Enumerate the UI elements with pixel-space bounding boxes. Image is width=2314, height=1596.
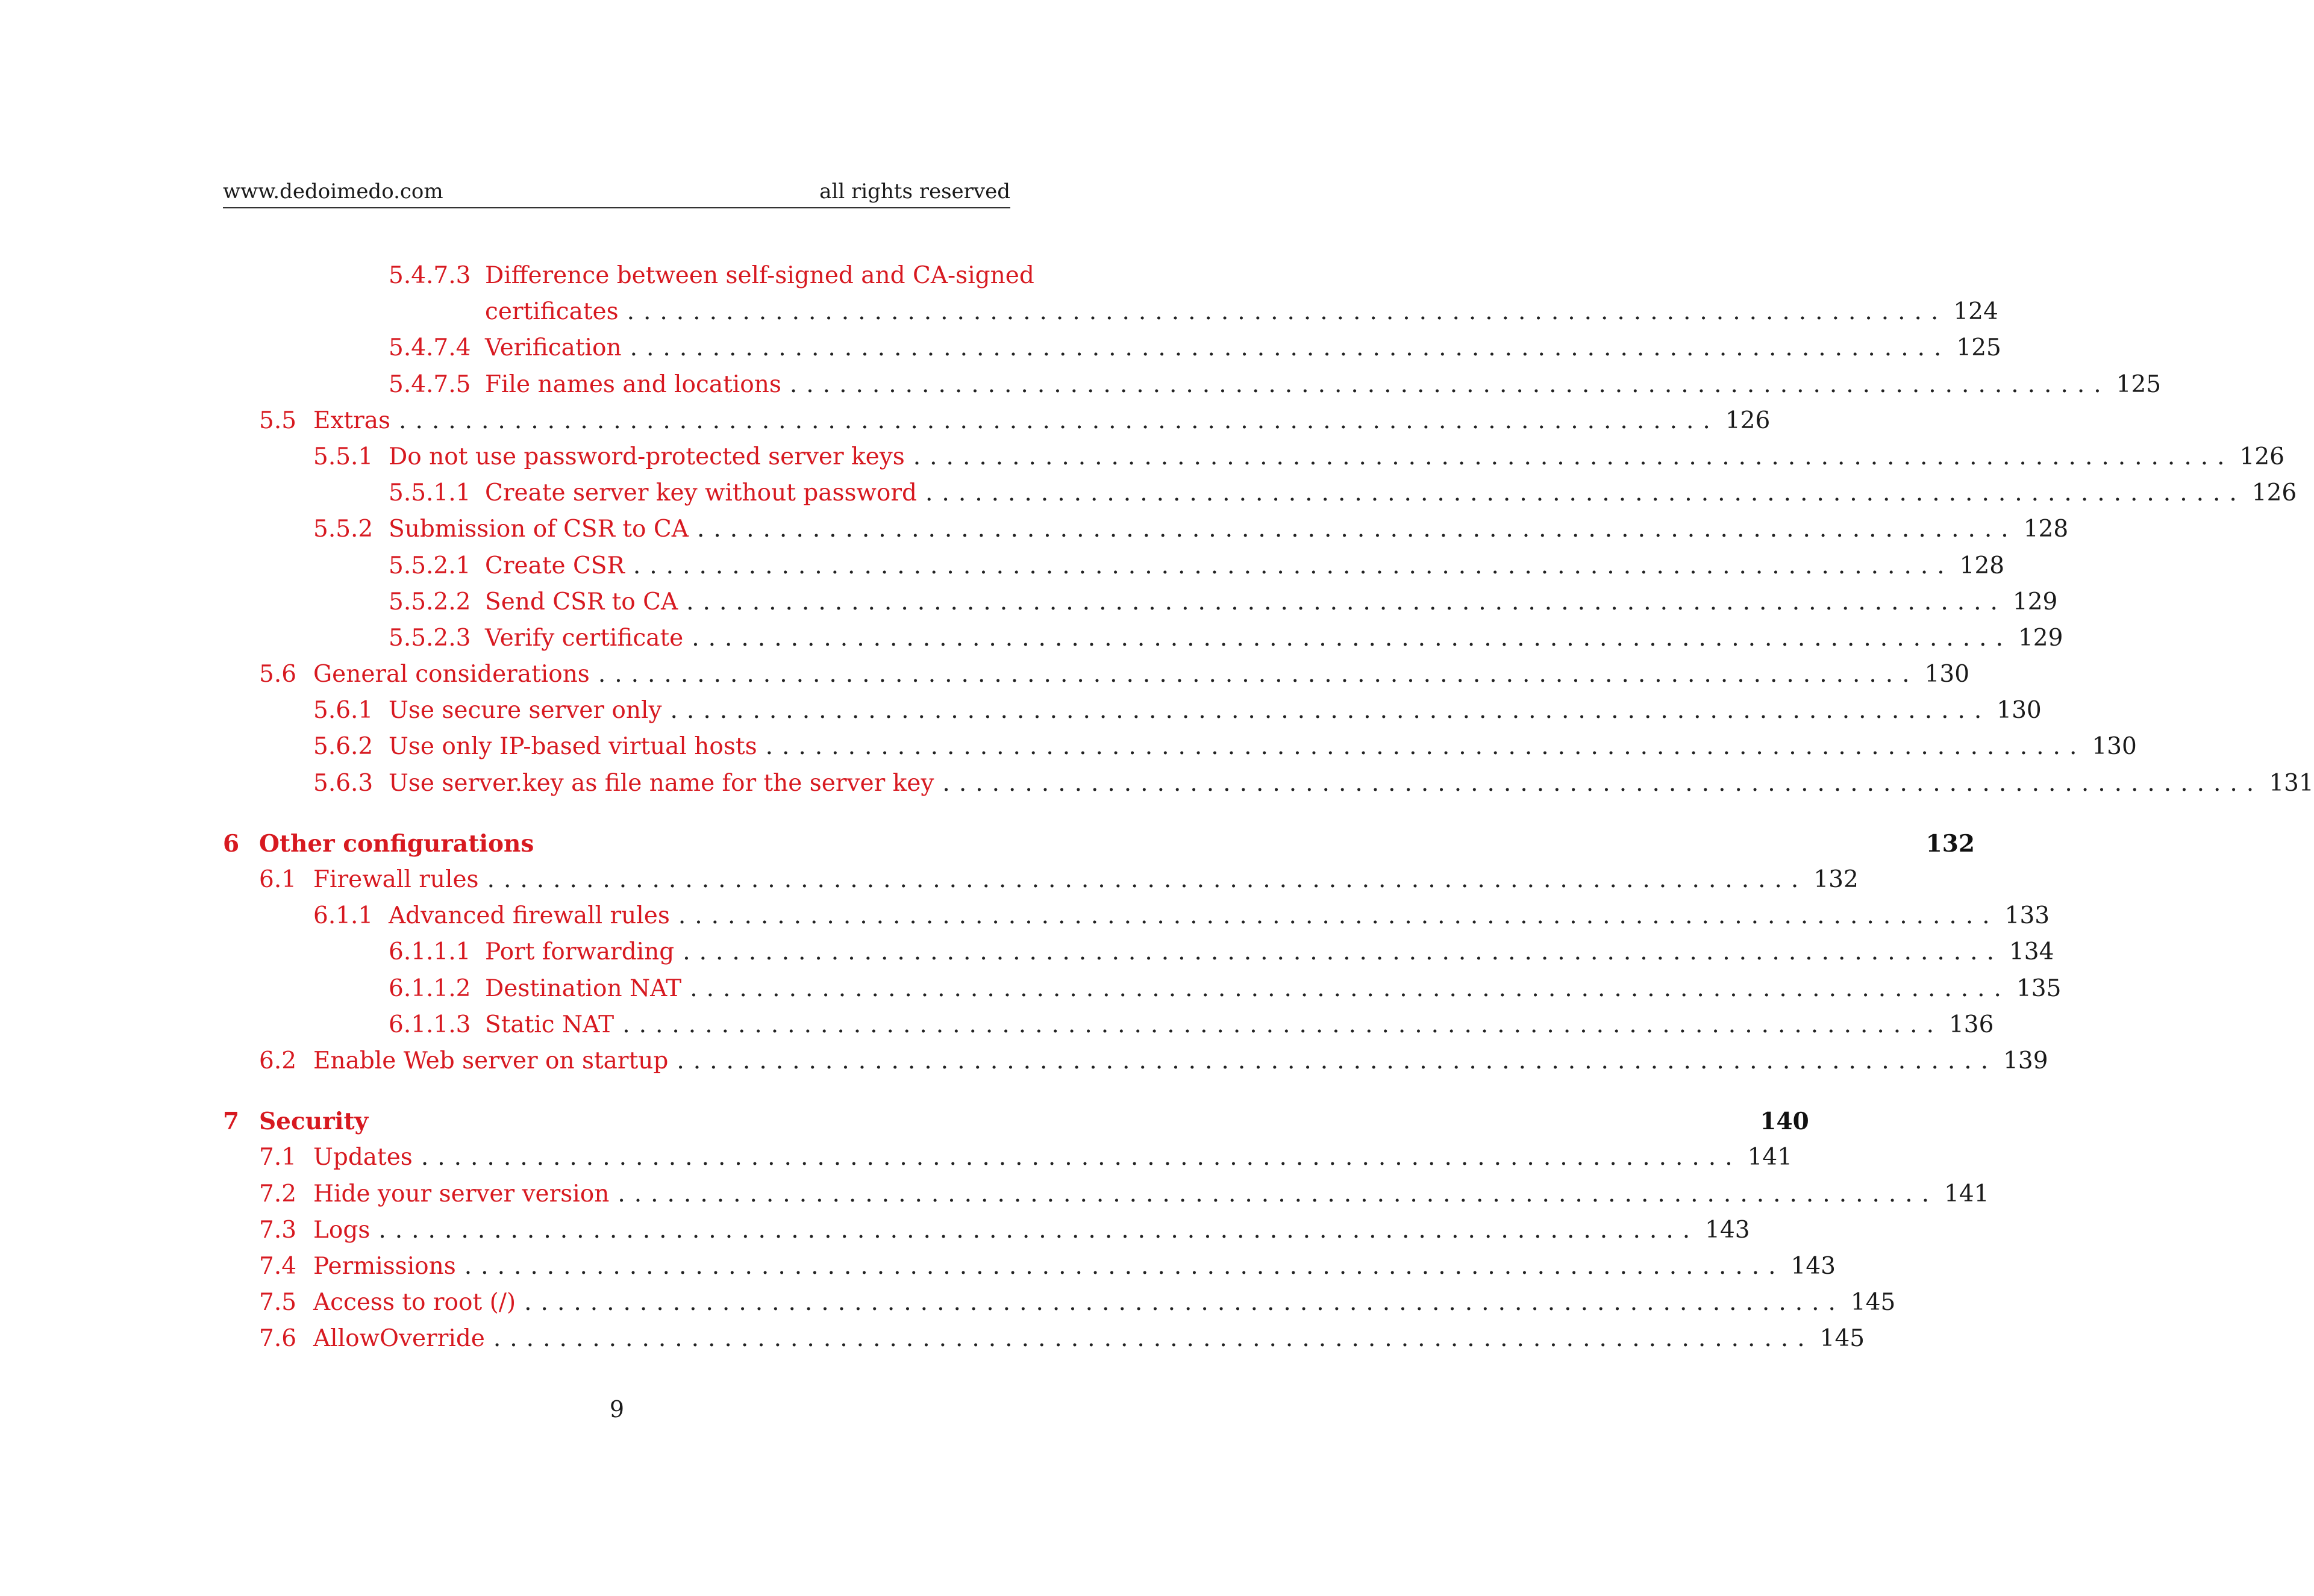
toc-entry-page: 124 — [1953, 298, 1998, 326]
toc-entry[interactable] — [223, 1176, 1989, 1212]
toc-entry-number: 5.6.3 — [313, 769, 374, 797]
toc-entry-page: 140 — [1760, 1108, 1809, 1136]
toc-entry-line — [313, 1212, 1750, 1248]
toc-entry-line — [313, 1139, 1793, 1176]
toc-entry-page: 130 — [1997, 697, 2042, 725]
toc-entry[interactable] — [223, 258, 1034, 294]
dot-leader: ................................................................................ — [399, 407, 1719, 434]
toc-entry-title[interactable]: Firewall rules — [313, 866, 479, 893]
toc-entry-page: 141 — [1747, 1144, 1793, 1171]
toc-entry-line — [389, 511, 2069, 547]
toc-entry-page: 128 — [2023, 516, 2069, 543]
toc-entry[interactable] — [223, 1007, 1994, 1043]
dot-leader: ................................................................................ — [913, 443, 2234, 470]
toc-entry-page: 143 — [1790, 1252, 1836, 1280]
dot-leader: ................................................................................ — [464, 1252, 1785, 1280]
toc-entry-line — [313, 656, 1970, 693]
toc-entry-line — [485, 294, 1998, 330]
toc-entry[interactable] — [223, 294, 1998, 330]
toc-entry-page: 145 — [1819, 1325, 1865, 1353]
header-rights: all rights reserved — [819, 179, 1010, 204]
toc-entry-title[interactable]: Other configurations — [259, 829, 534, 858]
toc-entry-number: 5.6.1 — [313, 697, 374, 725]
toc-entry-number: 5.4.7.3 — [389, 262, 471, 289]
toc-entry-number: 6 — [223, 829, 240, 858]
toc-chapter-entry[interactable] — [223, 826, 1975, 862]
dot-leader: ................................................................................ — [524, 1289, 1845, 1317]
toc-entry-page: 126 — [2251, 479, 2297, 507]
toc-entry-line — [485, 548, 2005, 584]
toc-entry-title[interactable]: Permissions — [313, 1252, 456, 1280]
toc-entry-page: 129 — [2018, 624, 2063, 652]
toc-entry[interactable] — [223, 1285, 1896, 1321]
dot-leader: ................................................................................ — [765, 733, 2086, 761]
table-of-contents — [223, 258, 2314, 1357]
toc-entry-number: 5.4.7.5 — [389, 370, 471, 398]
toc-entry-page: 130 — [2092, 733, 2137, 761]
toc-entry[interactable] — [223, 584, 2058, 620]
running-header — [223, 176, 1010, 208]
dot-leader: ................................................................................ — [683, 938, 2003, 966]
toc-entry-number: 5.5.2.3 — [389, 624, 471, 652]
toc-entry-line — [259, 1103, 1809, 1139]
toc-entry-line — [389, 439, 2284, 475]
toc-entry[interactable] — [223, 1248, 1836, 1285]
toc-entry-title[interactable]: Do not use password-protected server keys — [389, 443, 905, 470]
toc-entry-title[interactable]: Create server key without password — [485, 479, 918, 507]
toc-entry-page: 126 — [2239, 443, 2284, 470]
toc-entry[interactable] — [223, 548, 2005, 584]
toc-entry[interactable] — [223, 934, 2054, 970]
toc-entry-title[interactable]: Verification — [485, 334, 622, 362]
toc-entry-number: 5.5.2 — [313, 516, 374, 543]
toc-entry-page: 134 — [2009, 938, 2054, 966]
toc-entry[interactable] — [223, 765, 2314, 802]
toc-entry[interactable] — [223, 693, 2042, 729]
toc-entry-title[interactable]: General considerations — [313, 661, 590, 688]
toc-entry-page: 136 — [1948, 1011, 1994, 1038]
toc-entry-number: 7.6 — [259, 1325, 297, 1353]
toc-entry-line — [313, 862, 1859, 898]
toc-entry-line — [485, 971, 2062, 1007]
toc-entry-page: 129 — [2012, 588, 2058, 616]
toc-entry[interactable] — [223, 1139, 1793, 1176]
toc-entry-page: 130 — [1924, 661, 1970, 688]
toc-entry-number: 7.4 — [259, 1252, 297, 1280]
toc-entry-number: 7.3 — [259, 1216, 297, 1244]
toc-entry-page: 132 — [1813, 866, 1859, 893]
toc-entry-line — [313, 1321, 1865, 1357]
toc-entry-page: 139 — [2003, 1047, 2048, 1074]
dot-leader: ................................................................................ — [618, 1180, 1939, 1208]
toc-entry-line — [485, 934, 2054, 970]
toc-entry[interactable] — [223, 330, 2001, 366]
toc-entry[interactable] — [223, 656, 1970, 693]
toc-entry-page: 126 — [1725, 407, 1771, 434]
toc-entry[interactable] — [223, 971, 2062, 1007]
dot-leader: ................................................................................ — [633, 552, 1954, 579]
toc-entry-number: 6.1.1 — [313, 902, 374, 930]
dot-leader: ................................................................................ — [677, 1047, 1998, 1074]
toc-entry-title[interactable]: Port forwarding — [485, 938, 675, 966]
toc-entry-number: 5.5.1.1 — [389, 479, 471, 507]
dot-leader: ................................................................................ — [670, 697, 1991, 725]
toc-entry-line — [485, 330, 2001, 366]
toc-entry-page: 135 — [2016, 974, 2062, 1002]
toc-entry-line — [313, 1285, 1896, 1321]
toc-entry-line — [313, 1248, 1836, 1285]
toc-entry[interactable] — [223, 1212, 1750, 1248]
toc-entry-page: 133 — [2004, 902, 2050, 930]
toc-entry-number: 5.6 — [259, 661, 297, 688]
toc-entry-line — [389, 693, 2042, 729]
dot-leader: ................................................................................ — [692, 624, 2012, 652]
toc-entry-page: 132 — [1925, 829, 1975, 858]
toc-entry-page: 131 — [2269, 769, 2314, 797]
toc-entry[interactable] — [223, 620, 2063, 656]
toc-entry-title[interactable]: Send CSR to CA — [485, 588, 678, 616]
dot-leader: ................................................................................ — [690, 974, 2010, 1002]
toc-entry-title[interactable]: Difference between self-signed and CA-signed — [485, 262, 1034, 289]
toc-entry-title[interactable]: File names and locations — [485, 370, 781, 398]
dot-leader: ................................................................................ — [627, 298, 1948, 326]
toc-entry[interactable] — [223, 439, 2284, 475]
toc-entry-line — [389, 729, 2137, 765]
toc-entry[interactable] — [223, 403, 1771, 439]
toc-entry-title[interactable]: Hide your server version — [313, 1180, 610, 1208]
page-number: 9 — [609, 1396, 625, 1423]
toc-entry-line — [313, 1043, 2048, 1079]
toc-entry-title[interactable]: Logs — [313, 1216, 371, 1244]
toc-entry-title[interactable]: Submission of CSR to CA — [389, 516, 689, 543]
dot-leader: ................................................................................ — [678, 902, 1999, 930]
header-website: www.dedoimedo.com — [223, 179, 443, 204]
toc-entry[interactable] — [223, 862, 1859, 898]
toc-entry[interactable] — [223, 729, 2137, 765]
toc-entry-line — [485, 475, 2297, 511]
dot-leader: ................................................................................ — [493, 1325, 1814, 1353]
dot-leader: ................................................................................ — [686, 588, 2007, 616]
toc-entry[interactable] — [223, 475, 2297, 511]
toc-entry-title[interactable]: Updates — [313, 1144, 413, 1171]
dot-leader: ................................................................................ — [789, 370, 2110, 398]
toc-entry-number: 5.6.2 — [313, 733, 374, 761]
toc-entry-page: 125 — [2116, 370, 2162, 398]
toc-entry-line — [389, 898, 2050, 934]
toc-entry-line — [485, 367, 2162, 403]
dot-leader: ................................................................................ — [487, 866, 1808, 893]
toc-entry-number: 5.5.1 — [313, 443, 374, 470]
toc-entry-page: 141 — [1944, 1180, 1989, 1208]
toc-entry-title[interactable]: Static NAT — [485, 1011, 614, 1038]
toc-entry-number: 5.4.7.4 — [389, 334, 471, 362]
toc-entry-number: 5.5.2.1 — [389, 552, 471, 579]
toc-entry-page: 145 — [1850, 1289, 1896, 1317]
toc-entry-title[interactable]: Extras — [313, 407, 391, 434]
toc-entry-line — [389, 765, 2314, 802]
toc-entry-page: 143 — [1705, 1216, 1750, 1244]
toc-entry-title[interactable]: Access to root (/) — [313, 1289, 516, 1317]
toc-entry-title[interactable]: Use only IP-based virtual hosts — [389, 733, 757, 761]
toc-entry-number: 7.5 — [259, 1289, 297, 1317]
toc-entry-number: 7.2 — [259, 1180, 297, 1208]
toc-entry-line — [313, 1176, 1989, 1212]
dot-leader: ................................................................................ — [942, 769, 2263, 797]
toc-entry-number: 5.5.2.2 — [389, 588, 471, 616]
dot-leader: ................................................................................ — [598, 661, 1919, 688]
toc-entry-number: 6.1 — [259, 866, 297, 893]
toc-entry-page: 125 — [1956, 334, 2001, 362]
toc-entry-line — [485, 620, 2063, 656]
toc-entry[interactable] — [223, 898, 2050, 934]
dot-leader: ................................................................................ — [925, 479, 2246, 507]
toc-entry[interactable] — [223, 1043, 2048, 1079]
toc-entry-page: 128 — [1959, 552, 2005, 579]
toc-entry-line — [259, 826, 1975, 862]
toc-entry-title[interactable]: Use server.key as file name for the server key — [389, 769, 934, 797]
toc-entry-line — [485, 1007, 1994, 1043]
toc-chapter-entry[interactable] — [223, 1103, 1809, 1139]
toc-entry-title[interactable]: certificates — [485, 298, 619, 326]
toc-entry-number: 7 — [223, 1108, 240, 1136]
dot-leader: ................................................................................ — [696, 516, 2018, 543]
toc-entry-line — [313, 403, 1771, 439]
toc-entry[interactable] — [223, 367, 2162, 403]
toc-entry[interactable] — [223, 511, 2069, 547]
toc-entry[interactable] — [223, 1321, 1865, 1357]
dot-leader: ................................................................................ — [622, 1011, 1943, 1038]
toc-entry-number: 6.1.1.2 — [389, 974, 471, 1002]
toc-entry-title[interactable]: Create CSR — [485, 552, 625, 579]
dot-leader: ................................................................................ — [630, 334, 1951, 362]
toc-entry-title[interactable]: Use secure server only — [389, 697, 662, 725]
toc-entry-title[interactable]: AllowOverride — [313, 1325, 485, 1353]
toc-entry-number: 5.5 — [259, 407, 297, 434]
toc-entry-title[interactable]: Enable Web server on startup — [313, 1047, 669, 1074]
toc-entry-number: 6.1.1.1 — [389, 938, 471, 966]
toc-entry-number: 6.2 — [259, 1047, 297, 1074]
toc-entry-line — [485, 258, 1034, 294]
toc-entry-line — [485, 584, 2058, 620]
toc-entry-title[interactable]: Security — [259, 1108, 369, 1136]
dot-leader: ................................................................................ — [421, 1144, 1742, 1171]
toc-entry-title[interactable]: Verify certificate — [485, 624, 684, 652]
toc-entry-number: 6.1.1.3 — [389, 1011, 471, 1038]
toc-entry-number: 7.1 — [259, 1144, 297, 1171]
toc-entry-title[interactable]: Advanced firewall rules — [389, 902, 670, 930]
toc-entry-title[interactable]: Destination NAT — [485, 974, 682, 1002]
dot-leader: ................................................................................ — [378, 1216, 1700, 1244]
